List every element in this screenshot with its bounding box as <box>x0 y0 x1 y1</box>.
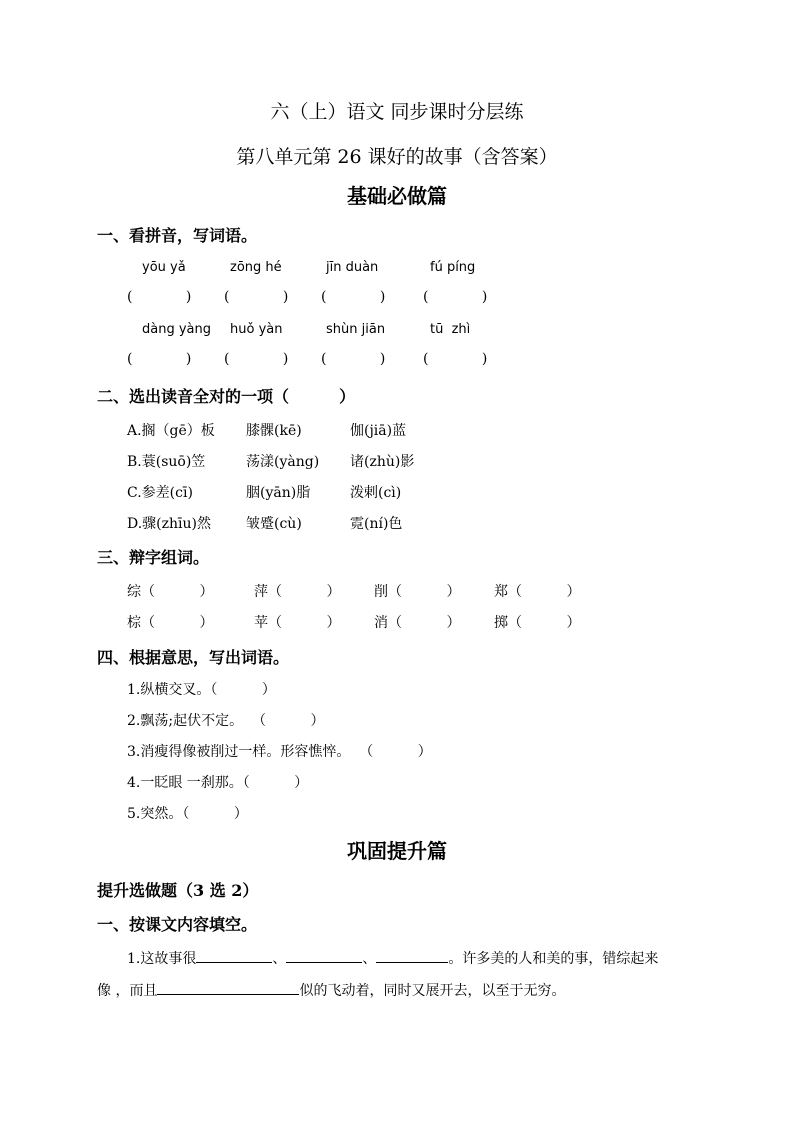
answer-blank[interactable]: ( ) <box>423 289 488 305</box>
fill-blank-3[interactable] <box>376 948 448 963</box>
char-group-blank[interactable]: 综（ ） <box>127 584 214 600</box>
fill-in-line-1 <box>127 948 658 968</box>
pinyin-5: dàng yàng <box>142 322 211 337</box>
answer-blank[interactable]: ( ) <box>321 289 386 305</box>
option-a-word-1: A.搁（gē）板 <box>127 423 215 439</box>
pinyin-4: fú píng <box>430 260 476 275</box>
q3-heading: 三、辩字组词。 <box>97 548 210 567</box>
part-basic-heading: 基础必做篇 <box>347 184 447 208</box>
separator: 、 <box>362 951 377 967</box>
option-d-word-1: D.骤(zhīu)然 <box>127 516 211 532</box>
lesson-title: 第八单元第 26 课好的故事（含答案） <box>236 146 558 168</box>
answer-blank[interactable]: ( ) <box>423 351 488 367</box>
meaning-item: 5.突然。（ ） <box>127 806 248 822</box>
char-group-blank[interactable]: 郑（ ） <box>494 584 581 600</box>
pinyin-1: yōu yǎ <box>142 260 186 275</box>
q1-heading: 一、看拼音，写词语。 <box>97 226 258 245</box>
q2-heading: 二、选出读音全对的一项（ ） <box>97 387 356 406</box>
char-group-blank[interactable]: 萍（ ） <box>254 584 341 600</box>
meaning-item: 1.纵横交叉。（ ） <box>127 682 276 698</box>
fill-in-heading: 一、按课文内容填空。 <box>97 915 258 934</box>
option-a-word-2: 膝髁(kē) <box>246 423 302 439</box>
char-group-blank[interactable]: 苹（ ） <box>254 615 341 631</box>
fill-text: 似的飞动着，同时又展开去，以至于无穷。 <box>299 983 566 999</box>
answer-blank[interactable]: ( ) <box>224 351 289 367</box>
option-c-word-2: 胭(yān)脂 <box>246 485 311 501</box>
answer-blank[interactable]: ( ) <box>224 289 289 305</box>
answer-blank[interactable]: ( ) <box>321 351 386 367</box>
option-c-word-1: C.参差(cī) <box>127 485 193 501</box>
pinyin-2: zōng hé <box>230 260 282 275</box>
option-d-word-2: 皱蹙(cù) <box>246 516 302 532</box>
char-group-blank[interactable]: 消（ ） <box>374 615 461 631</box>
pinyin-7: shùn jiān <box>326 322 386 337</box>
pinyin-6: huǒ yàn <box>230 322 283 337</box>
fill-text: 。许多美的人和美的事，错综起来 <box>448 951 659 967</box>
answer-blank[interactable]: ( ) <box>127 351 192 367</box>
fill-blank-2[interactable] <box>286 948 362 963</box>
optional-label: 提升选做题（3 选 2） <box>97 881 259 900</box>
worksheet-title: 六（上）语文 同步课时分层练 <box>270 101 524 123</box>
meaning-item: 2.飘荡;起伏不定。 （ ） <box>127 713 325 729</box>
answer-blank[interactable]: ( ) <box>127 289 192 305</box>
fill-in-line-2 <box>97 980 565 1000</box>
part-advanced-heading: 巩固提升篇 <box>347 839 447 863</box>
option-b-word-3: 诸(zhù)影 <box>350 454 415 470</box>
char-group-blank[interactable]: 削（ ） <box>374 584 461 600</box>
pinyin-3: jīn duàn <box>326 260 379 275</box>
fill-blank-1[interactable] <box>196 948 272 963</box>
separator: 、 <box>272 951 287 967</box>
meaning-item: 3.消瘦得像被削过一样。形容憔悴。 （ ） <box>127 744 432 760</box>
option-a-word-3: 伽(jiā)蓝 <box>350 423 407 439</box>
fill-blank-4[interactable] <box>157 980 299 995</box>
option-b-word-2: 荡漾(yàng) <box>246 454 320 470</box>
q4-heading: 四、根据意思，写出词语。 <box>97 648 290 667</box>
fill-text: 1.这故事很 <box>127 951 197 967</box>
char-group-blank[interactable]: 棕（ ） <box>127 615 214 631</box>
char-group-blank[interactable]: 掷（ ） <box>494 615 581 631</box>
option-d-word-3: 霓(ní)色 <box>350 516 403 532</box>
option-c-word-3: 泼剌(cì) <box>350 485 402 501</box>
meaning-item: 4.一眨眼 一刹那。（ ） <box>127 775 309 791</box>
pinyin-8: tū zhì <box>430 322 471 337</box>
option-b-word-1: B.蓑(suō)笠 <box>127 454 206 470</box>
fill-text: 像 ，而且 <box>97 983 158 999</box>
